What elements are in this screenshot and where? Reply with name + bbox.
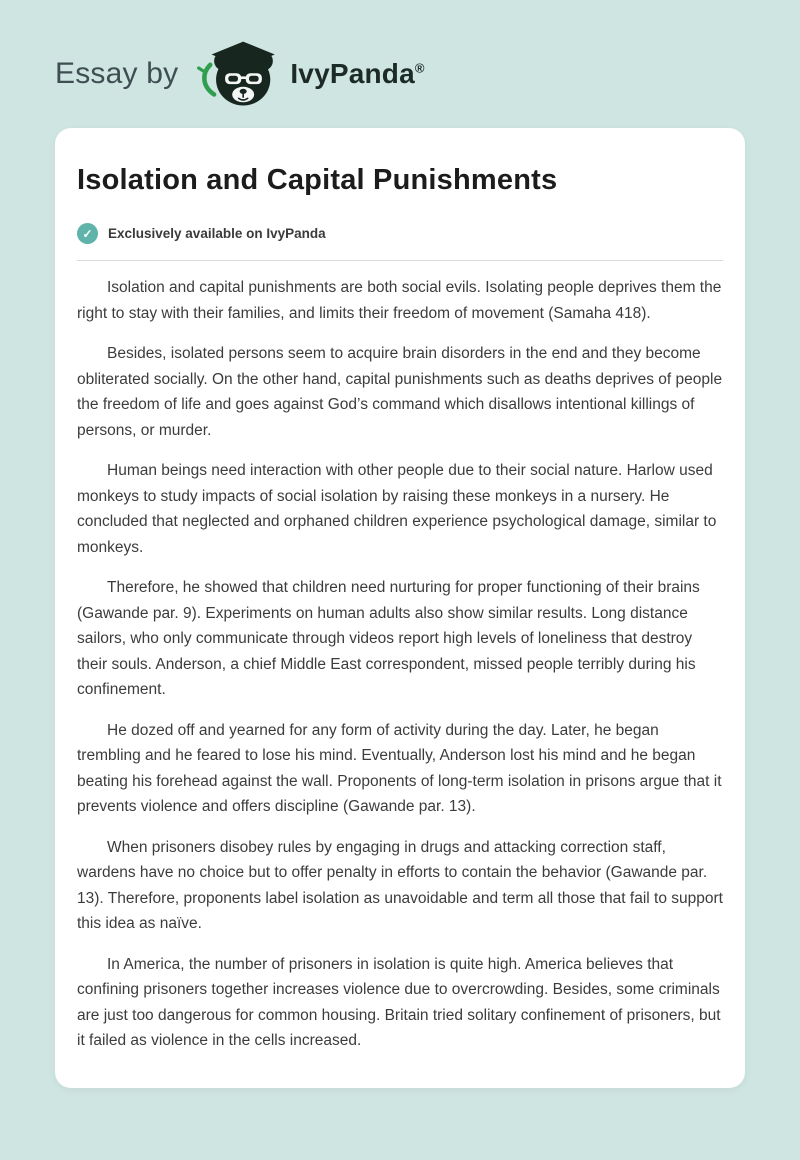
brand-name: IvyPanda®	[290, 58, 425, 89]
essay-paragraph: Besides, isolated persons seem to acquire brain disorders in the end and they become obliterated socially. On the other hand, capital punishments such as deaths deprives of people the freedom of life and goes against God’s command which disallows intentional killings of persons, or murder.	[77, 345, 723, 439]
essay-paragraph: In America, the number of prisoners in isolation is quite high. America believes that confining prisoners together increases violence due to overcrowding. Besides, some criminals are just too dangerous for common housing. Britain tried solitary confinement of prisoners, but it failed as violence in the cells increased.	[77, 955, 721, 1049]
essay-paragraph: Human beings need interaction with other people due to their social nature. Harlow used monkeys to study impacts of social isolation by raising these monkeys in a nursery. He concluded that neglected and orphaned children experience psychological damage, similar to monkeys.	[77, 462, 717, 556]
essay-by-label: Essay by	[55, 57, 179, 90]
essay-paragraph: When prisoners disobey rules by engaging in drugs and attacking correction staff, wardens have no choice but to offer penalty in efforts to contain the behavior (Gawande par. 13). Therefore, proponents label isolation as unavoidable and term all those that fail to support this idea as naïve.	[77, 838, 723, 932]
ivypanda-logo[interactable]	[196, 39, 424, 110]
registered-mark: ®	[414, 60, 425, 76]
availability-badge	[77, 223, 723, 244]
essay-paragraph: Therefore, he showed that children need nurturing for proper functioning of their brains (Gawande par. 9). Experiments on human adults also show similar results. Long distance sailors, who only communicate through videos report high levels of loneliness that destroy their souls. Anderson, a chief Middle East correspondent, missed people terribly during his confinement.	[77, 579, 700, 698]
divider	[77, 260, 723, 261]
availability-text: Exclusively available on IvyPanda	[108, 226, 326, 241]
essay-body	[77, 275, 723, 1054]
page-header	[0, 0, 800, 110]
essay-card	[55, 128, 745, 1088]
essay-paragraph: He dozed off and yearned for any form of activity during the day. Later, he began trembling and he feared to lose his mind. Eventually, Anderson lost his mind and he began beating his forehead against the wall. Proponents of long-term isolation in prisons argue that it prevents violence and offers discipline (Gawande par. 13).	[77, 721, 722, 815]
essay-paragraph: Isolation and capital punishments are both social evils. Isolating people deprives them the right to stay with their families, and limits their freedom of movement (Samaha 418).	[77, 279, 722, 322]
check-icon: ✓	[77, 223, 98, 244]
panda-graduate-icon	[196, 39, 290, 110]
page-title: Isolation and Capital Punishments	[77, 164, 558, 196]
